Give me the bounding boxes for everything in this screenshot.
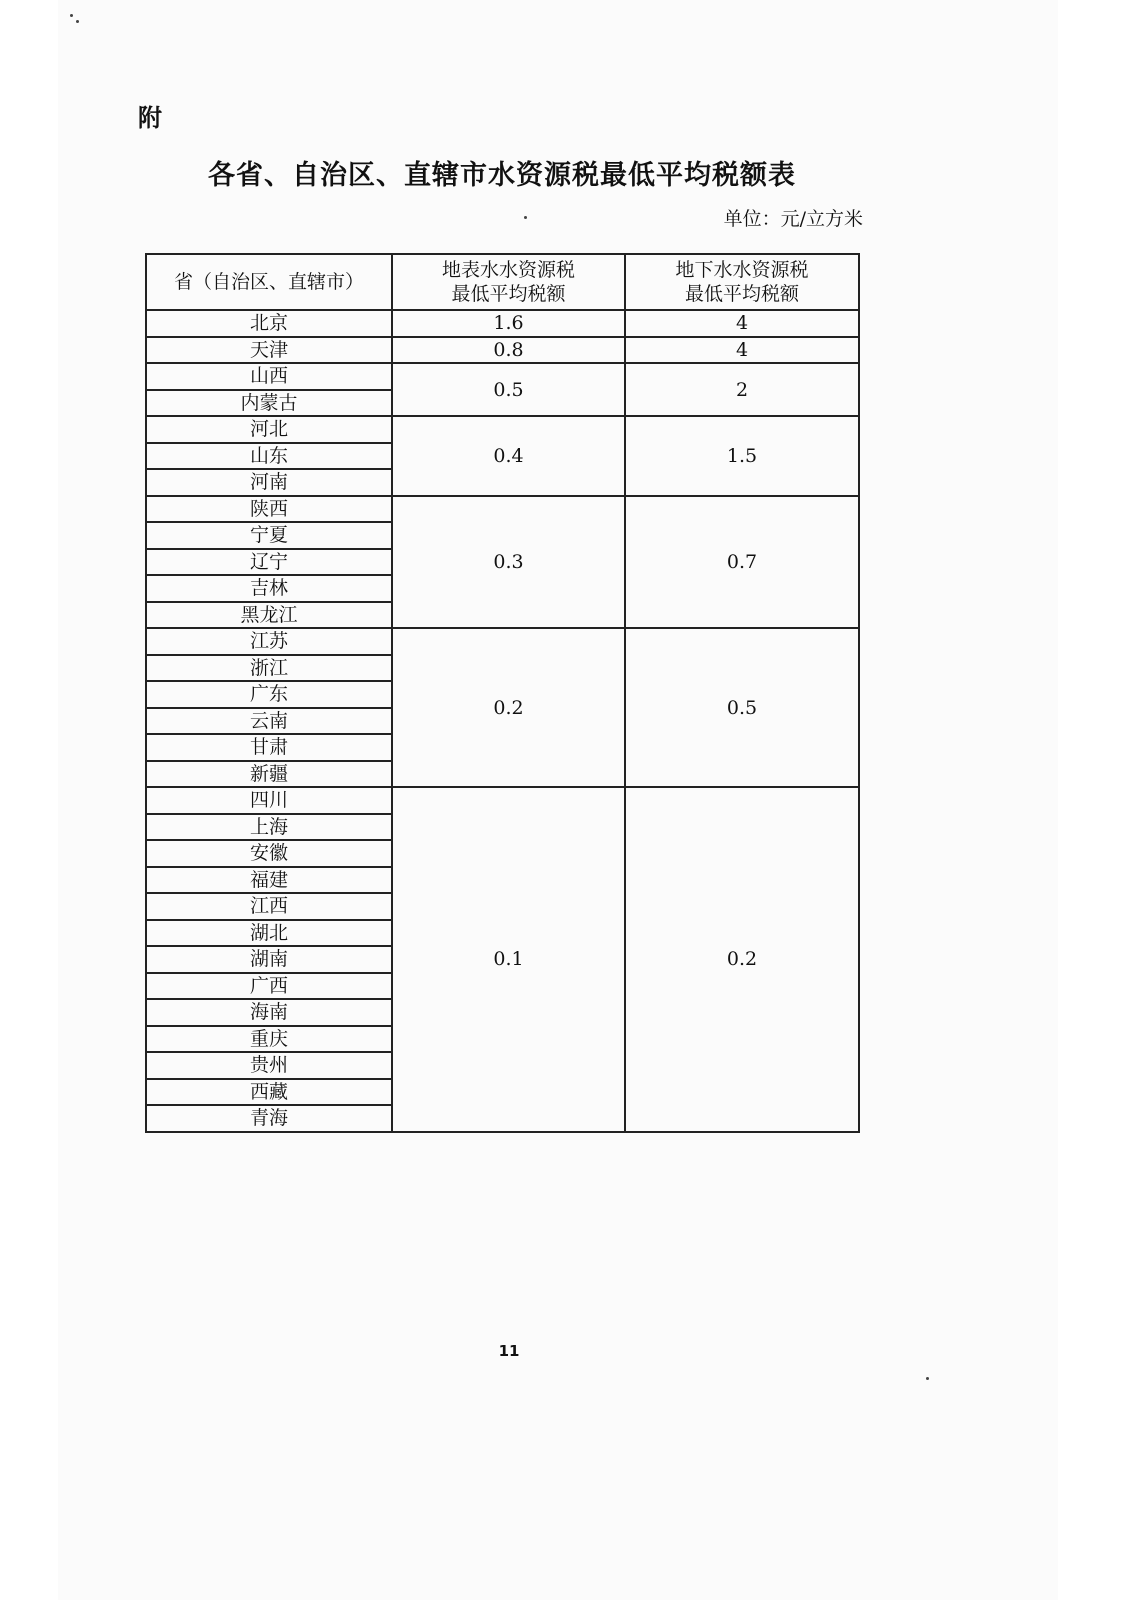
ground-water-rate-cell: 4: [625, 337, 859, 364]
table-row: [146, 416, 859, 443]
ground-water-rate-cell: 4: [625, 310, 859, 337]
region-cell: 四川: [146, 787, 392, 814]
table-header-row: [146, 254, 859, 310]
table-row: [146, 628, 859, 655]
region-cell: 宁夏: [146, 522, 392, 549]
ground-water-rate-cell: 0.2: [625, 787, 859, 1132]
ground-water-rate-cell: 1.5: [625, 416, 859, 496]
ground-water-rate-cell: 0.5: [625, 628, 859, 787]
region-cell: 重庆: [146, 1026, 392, 1053]
ground-water-rate-cell: 0.7: [625, 496, 859, 629]
region-cell: 山西: [146, 363, 392, 390]
surface-water-rate-cell: 0.2: [392, 628, 625, 787]
region-cell: 内蒙古: [146, 390, 392, 417]
region-cell: 北京: [146, 310, 392, 337]
unit-note: 单位：元/立方米: [723, 208, 863, 230]
region-cell: 甘肃: [146, 734, 392, 761]
surface-water-rate-cell: 0.3: [392, 496, 625, 629]
header-ground-water: 地下水水资源税 最低平均税额: [625, 254, 859, 310]
region-cell: 江苏: [146, 628, 392, 655]
region-cell: 广西: [146, 973, 392, 1000]
scan-speck: [70, 14, 73, 17]
region-cell: 山东: [146, 443, 392, 470]
table-row: [146, 310, 859, 337]
document-title: 各省、自治区、直辖市水资源税最低平均税额表: [208, 160, 796, 191]
scan-speck: [76, 20, 79, 23]
region-cell: 浙江: [146, 655, 392, 682]
region-cell: 贵州: [146, 1052, 392, 1079]
ground-water-rate-cell: 2: [625, 363, 859, 416]
region-cell: 河南: [146, 469, 392, 496]
surface-water-rate-cell: 0.8: [392, 337, 625, 364]
region-cell: 辽宁: [146, 549, 392, 576]
region-cell: 西藏: [146, 1079, 392, 1106]
region-cell: 河北: [146, 416, 392, 443]
region-cell: 湖南: [146, 946, 392, 973]
region-cell: 湖北: [146, 920, 392, 947]
surface-water-rate-cell: 0.1: [392, 787, 625, 1132]
region-cell: 海南: [146, 999, 392, 1026]
region-cell: 江西: [146, 893, 392, 920]
region-cell: 福建: [146, 867, 392, 894]
table-row: [146, 787, 859, 814]
table-row: [146, 337, 859, 364]
region-cell: 新疆: [146, 761, 392, 788]
table-row: [146, 496, 859, 523]
region-cell: 吉林: [146, 575, 392, 602]
region-cell: 广东: [146, 681, 392, 708]
table-row: [146, 363, 859, 390]
region-cell: 陕西: [146, 496, 392, 523]
header-region: 省（自治区、直辖市）: [146, 254, 392, 310]
surface-water-rate-cell: 1.6: [392, 310, 625, 337]
attachment-label: 附: [138, 104, 162, 132]
tax-rate-table: [145, 253, 860, 1133]
page-number: 11: [498, 1342, 520, 1360]
region-cell: 安徽: [146, 840, 392, 867]
table-body: [146, 310, 859, 1132]
scan-speck: [926, 1377, 929, 1380]
region-cell: 上海: [146, 814, 392, 841]
region-cell: 天津: [146, 337, 392, 364]
scan-speck: [524, 216, 527, 219]
surface-water-rate-cell: 0.5: [392, 363, 625, 416]
region-cell: 青海: [146, 1105, 392, 1132]
region-cell: 云南: [146, 708, 392, 735]
header-surface-water: 地表水水资源税 最低平均税额: [392, 254, 625, 310]
region-cell: 黑龙江: [146, 602, 392, 629]
surface-water-rate-cell: 0.4: [392, 416, 625, 496]
